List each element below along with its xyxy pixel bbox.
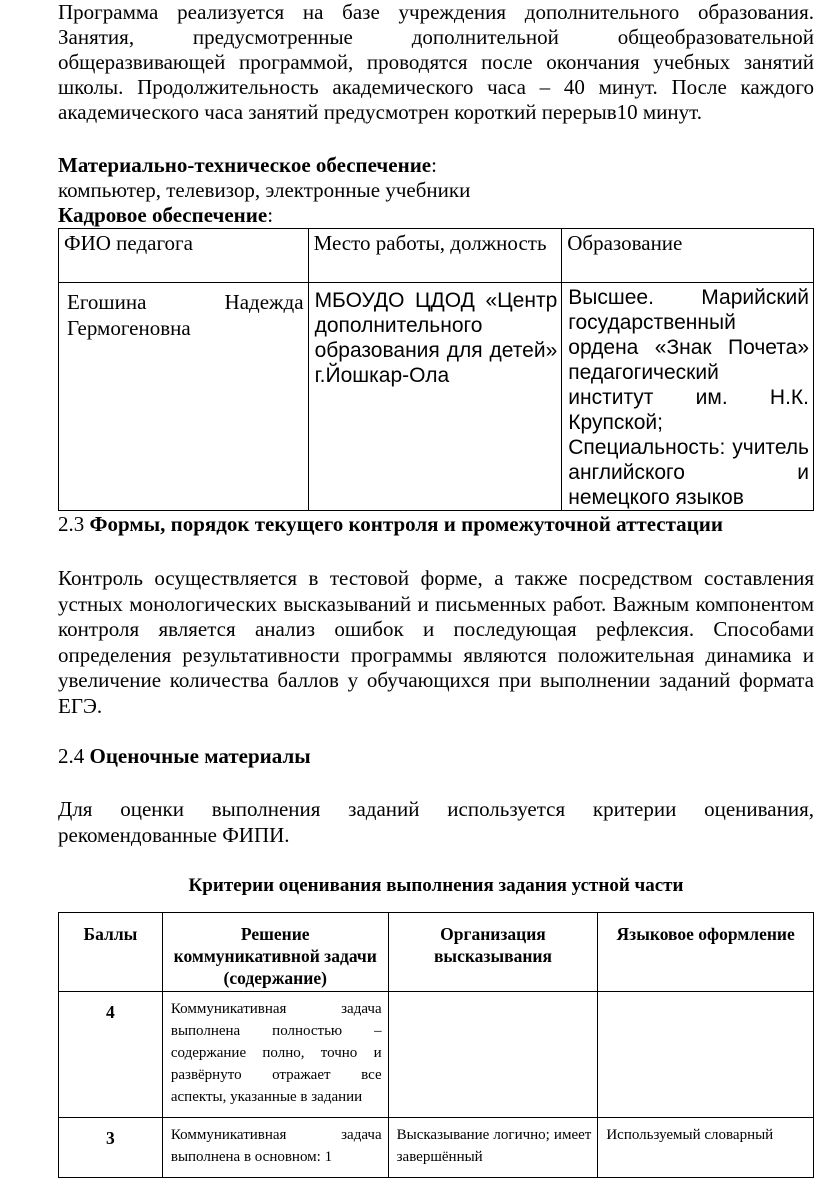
material-colon: : bbox=[431, 153, 437, 177]
section-2-4-heading bbox=[58, 744, 814, 769]
teacher-workplace: МБОУДО ЦДОД «Центр дополнительного образования для детей» г.Йошкар-Ола bbox=[308, 283, 562, 511]
intro-line-1: Программа реализуется на базе учреждения дополнительного образования. bbox=[58, 0, 814, 24]
section-2-4-number: 2.4 bbox=[58, 744, 85, 768]
criteria-header-organization: Организация высказывания bbox=[388, 913, 598, 992]
intro-line-3: общеразвивающей программой, проводятся после окончания учебных занятий bbox=[58, 50, 814, 74]
criteria-header-row bbox=[59, 913, 814, 992]
criteria-title: Критерии оценивания выполнения задания устной части bbox=[188, 875, 684, 896]
section-2-4-text: Для оценки выполнения заданий используется критерии оценивания, рекомендованные ФИПИ. bbox=[58, 797, 814, 847]
teacher-education: Высшее. Марийский государственный ордена «Знак Почета» педагогический институт им. Н.К. Крупской; Специальность: учитель английского и немецкого языков bbox=[562, 283, 814, 511]
criteria-score: 3 bbox=[59, 1118, 163, 1178]
criteria-header-language: Языковое оформление bbox=[598, 913, 814, 992]
staff-header-education: Образование bbox=[562, 229, 814, 283]
teacher-name: Егошина Надежда Гермогеновна bbox=[59, 283, 309, 511]
staff-header-name: ФИО педагога bbox=[59, 229, 309, 283]
material-text: компьютер, телевизор, электронные учебники bbox=[58, 178, 471, 202]
staffing-heading: Кадровое обеспечение bbox=[58, 203, 268, 227]
section-2-3-heading bbox=[58, 512, 814, 537]
staff-header-workplace: Место работы, должность bbox=[308, 229, 562, 283]
intro-line-2: Занятия, предусмотренные дополнительной общеобразовательной bbox=[58, 25, 814, 49]
material-heading: Материально-техническое обеспечение bbox=[58, 153, 432, 177]
criteria-header-score: Баллы bbox=[59, 913, 163, 992]
criteria-score: 4 bbox=[59, 992, 163, 1118]
material-heading-line bbox=[58, 153, 814, 178]
intro-line-5: академического часа занятий предусмотрен короткий перерыв10 минут. bbox=[58, 100, 702, 124]
criteria-row bbox=[59, 1118, 814, 1178]
section-2-3-text: Контроль осуществляется в тестовой форме, а также посредством составления устных монологических высказываний и письменных работ. Важным компонентом контроля является анализ ошибок и последующая рефлексия. Способами определения результативности программы являются положительная динамика и увеличение количества баллов у обучающихся при выполнении заданий формата ЕГЭ. bbox=[58, 566, 814, 718]
intro-paragraph bbox=[58, 0, 814, 125]
criteria-language: Используемый словарный bbox=[598, 1118, 814, 1178]
section-2-3-title: Формы, порядок текущего контроля и промежуточной аттестации bbox=[89, 512, 723, 536]
criteria-row bbox=[59, 992, 814, 1118]
criteria-content: Коммуникативная задача выполнена полностью – содержание полно, точно и развёрнуто отражает все аспекты, указанные в задании bbox=[162, 992, 388, 1118]
staff-table-row bbox=[59, 283, 814, 511]
section-2-4-title: Оценочные материалы bbox=[89, 744, 311, 768]
criteria-organization bbox=[388, 992, 598, 1118]
criteria-content: Коммуникативная задача выполнена в основном: 1 bbox=[162, 1118, 388, 1178]
staffing-colon: : bbox=[267, 203, 274, 227]
staffing-heading-line bbox=[58, 203, 814, 228]
criteria-table bbox=[58, 912, 814, 1178]
criteria-language bbox=[598, 992, 814, 1118]
criteria-organization: Высказывание логично; имеет завершённый bbox=[388, 1118, 598, 1178]
intro-line-4: школы. Продолжительность академического часа – 40 минут. После каждого bbox=[58, 75, 814, 99]
staff-table-header-row bbox=[59, 229, 814, 283]
section-2-3-number: 2.3 bbox=[58, 512, 85, 536]
staff-table bbox=[58, 228, 814, 511]
criteria-header-content: Решение коммуникативной задачи (содержание) bbox=[162, 913, 388, 992]
